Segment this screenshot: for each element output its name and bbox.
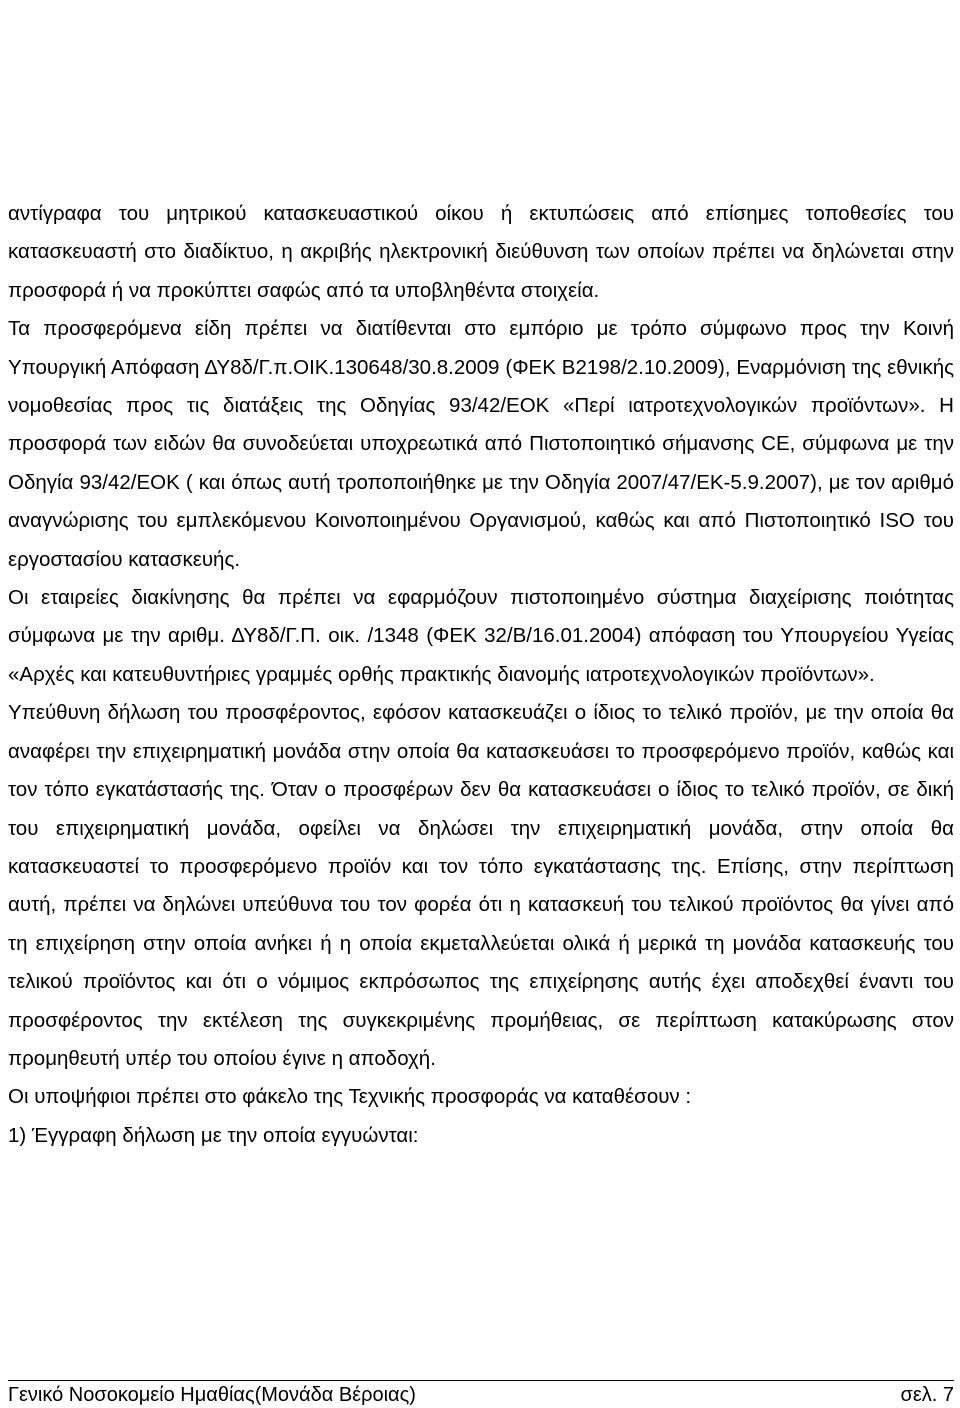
paragraph: Οι εταιρείες διακίνησης θα πρέπει να εφαρμόζουν πιστοποιημένο σύστημα διαχείρισης ποιότητας σύμφωνα με την αριθμ. ΔΥ8δ/Γ.Π. οικ. /1348 (ΦΕΚ 32/Β/16.01.2004) απόφαση του Υπουργείου Υγείας «Αρχές και κατευθυντήριες γραμμές ορθής πρακτικής διανομής ιατροτεχνολογικών προϊόντων».: [8, 586, 954, 686]
page-footer: [8, 1380, 954, 1407]
paragraph: Οι υποψήφιοι πρέπει στο φάκελο της Τεχνικής προσφοράς να καταθέσουν :: [8, 1085, 692, 1109]
paragraph: αντίγραφα του μητρικού κατασκευαστικού οίκου ή εκτυπώσεις από επίσημες τοποθεσίες του κατασκευαστή στο διαδίκτυο, η ακριβής ηλεκτρονική διεύθυνση των οποίων πρέπει να δηλώνεται στην προσφορά ή να προκύπτει σαφώς από τα υποβληθέντα στοιχεία.: [8, 202, 954, 302]
paragraph: Τα προσφερόμενα είδη πρέπει να διατίθενται στο εμπόριο με τρόπο σύμφωνο προς την Κοινή Υπουργική Απόφαση ΔΥ8δ/Γ.π.ΟΙΚ.130648/30.8.2009 (ΦΕΚ Β2198/2.10.2009), Εναρμόνιση της εθνικής νομοθεσίας προς τις διατάξεις της Οδηγίας 93/42/ΕΟΚ «Περί ιατροτεχνολογικών προϊόντων». Η προσφορά των ειδών θα συνοδεύεται υποχρεωτικά από Πιστοποιητικό σήμανσης CE, σύμφωνα με την Οδηγία 93/42/ΕΟΚ ( και όπως αυτή τροποποιήθηκε με την Οδηγία 2007/47/ΕΚ-5.9.2007), με τον αριθμό αναγνώρισης του εμπλεκόμενου Κοινοποιημένου Οργανισμού, καθώς και από Πιστοποιητικό ISO του εργοστασίου κατασκευής.: [8, 317, 954, 571]
page-number: σελ. 7: [900, 1384, 954, 1406]
paragraph: 1) Έγγραφη δήλωση με την οποία εγγυώνται:: [8, 1123, 419, 1147]
document-body: [8, 195, 954, 1155]
paragraph: Υπεύθυνη δήλωση του προσφέροντος, εφόσον κατασκευάζει ο ίδιος το τελικό προϊόν, με την οποία θα αναφέρει την επιχειρηματική μονάδα στην οποία θα κατασκευάσει το προσφερόμενο προϊόν, καθώς και τον τόπο εγκατάστασής της. Όταν ο προσφέρων δεν θα κατασκευάσει ο ίδιος το τελικό προϊόν, σε δική του επιχειρηματική μονάδα, οφείλει να δηλώσει την επιχειρηματική μονάδα, στην οποία θα κατασκευαστεί το προσφερόμενο προϊόν και τον τόπο εγκατάστασης της. Επίσης, στην περίπτωση αυτή, πρέπει να δηλώνει υπεύθυνα του τον φορέα ότι η κατασκευή του τελικού προϊόντος θα γίνει από τη επιχείρηση στην οποία ανήκει ή η οποία εκμεταλλεύεται ολικά ή μερικά τη μονάδα κατασκευής του τελικού προϊόντος και ότι ο νόμιμος εκπρόσωπος της επιχείρησης αυτής έχει αποδεχθεί έναντι του προσφέροντος την εκτέλεση της συγκεκριμένης προμήθειας, σε περίπτωση κατακύρωσης στον προμηθευτή υπέρ του οποίου έγινε η αποδοχή.: [8, 701, 954, 1070]
footer-title: Γενικό Νοσοκομείο Ημαθίας(Μονάδα Βέροιας): [8, 1384, 416, 1406]
